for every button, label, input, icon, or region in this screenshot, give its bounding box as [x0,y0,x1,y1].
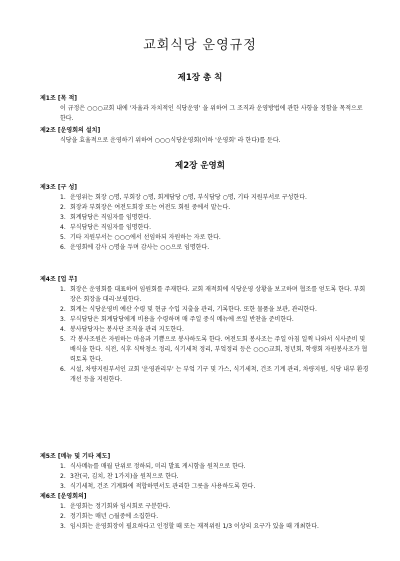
list-item: 3. 부식담당은 회계담당에게 비용을 수령하며 매 주일 중식 메뉴에 쓰일 반찬을 준비한다. [60,316,294,323]
list-item: 3. 회계담당은 직임자를 임명한다. [60,214,152,221]
article-item-list [40,502,370,532]
article-number: 제4조 [40,276,56,283]
article-4 [40,275,370,385]
article-heading: [목 적] [57,95,78,102]
article-heading: [업 무] [57,276,78,283]
article-item-list [40,285,370,385]
article-number: 제1조 [40,95,56,102]
article-heading: [운영회의] [57,493,87,500]
list-item: 5. 각 봉사조원은 자원하는 마음과 기쁨으로 봉사하도록 한다. 여전도회 봉사조는 주일 아침 일찍 나와서 식사준비 및 배식을 한다. 식전, 식후 식탁청소 정리, 식기세척 정리, 부엌정리 등은 ○○○교회, 청년회, 학생회 자원봉사조가 협력토록 한다. [60,336,368,363]
article-heading: [메뉴 및 기타 제도] [57,453,111,460]
list-item: 3. 식기세척, 건조 기계화에 적합하면서도 관리한 그릇을 사용하도록 한다. [60,483,256,490]
list-item: 1. 운영위는 회장 ○명, 부회장 ○명, 회계담당 ○명, 부식담당 ○명, 기타 지원부서로 구성한다. [60,194,307,201]
chapter-1-title: 제1장 총 칙 [177,73,223,83]
article-number: 제3조 [40,184,56,191]
article-2 [40,126,370,146]
list-item: 1. 식사메뉴를 매월 단위로 정하되, 미리 발표 게시함을 원칙으로 한다. [60,463,246,470]
list-item: 2. 정기회는 매년 ○월중에 소집한다. [60,513,159,520]
list-item: 4. 부식담당은 직임자를 임명한다. [60,224,152,231]
article-item-list [40,193,370,253]
article-text: 이 규정은 ○○○교회 내에 '자율과 자치적인 식당운영' 을 위하여 그 조직과 운영방법에 관한 사항을 정함을 목적으로 한다. [60,105,363,122]
list-item: 1. 운영회는 정기회와 임시회로 구분한다. [60,503,171,510]
article-heading: [구 성] [57,184,78,191]
list-item: 2. 3찬(국, 김치, 찬 1가지)을 원칙으로 한다. [60,473,179,480]
list-item: 3. 임시회는 운영회장이 필요하다고 인정할 때 또는 재적위원 1/3 이상의 요구가 있을 때 개최한다. [60,523,319,530]
article-number: 제2조 [40,127,56,134]
article-number: 제5조 [40,453,56,460]
article-6 [40,492,370,532]
article-number: 제6조 [40,493,56,500]
list-item: 1. 회장은 운영회를 대표하며 임원회를 주재한다. 교회 재적회에 식당운영 상황을 보고하며 협조를 얻도록 한다. 부회장은 회장을 대리·보필한다. [60,286,366,303]
article-3 [40,183,370,253]
list-item: 6. 운영회에 감사 ○명을 두며 감사는 ○○으로 임명한다. [60,244,210,251]
article-item-list [40,462,370,492]
article-heading: [운영회의 설치] [57,127,101,134]
chapter-2-title: 제2장 운영회 [175,161,225,171]
list-item: 2. 회계는 식당운영비 예산 수령 및 현금 수입 지출을 관리, 기록한다. 또한 물품을 보관, 관리한다. [60,306,317,313]
article-5 [40,452,370,492]
list-item: 2. 회장과 부회장은 여전도회장 또는 여전도 회원 중에서 맡는다. [60,204,231,211]
document-title: 교회식당 운영규정 [143,38,257,53]
list-item: 5. 기타 지원부서는 ○○○에서 선임하되 자원하는 자로 한다. [60,234,221,241]
article-1 [40,94,370,124]
article-text: 식당을 효율적으로 운영하기 위하여 ○○○식당운영회(이하 '운영회' 라 한다)를 둔다. [60,137,281,144]
list-item: 4. 봉사담당자는 봉사단 조직을 관리 지도한다. [60,326,184,333]
list-item: 6. 시설, 차량지원부서인 교회 '운영관리부' 는 부엌 기구 및 가스, 식기세척, 건조 기계 관리, 차량지원, 식당 내부 환경 개선 등을 지원한다. [60,366,369,383]
